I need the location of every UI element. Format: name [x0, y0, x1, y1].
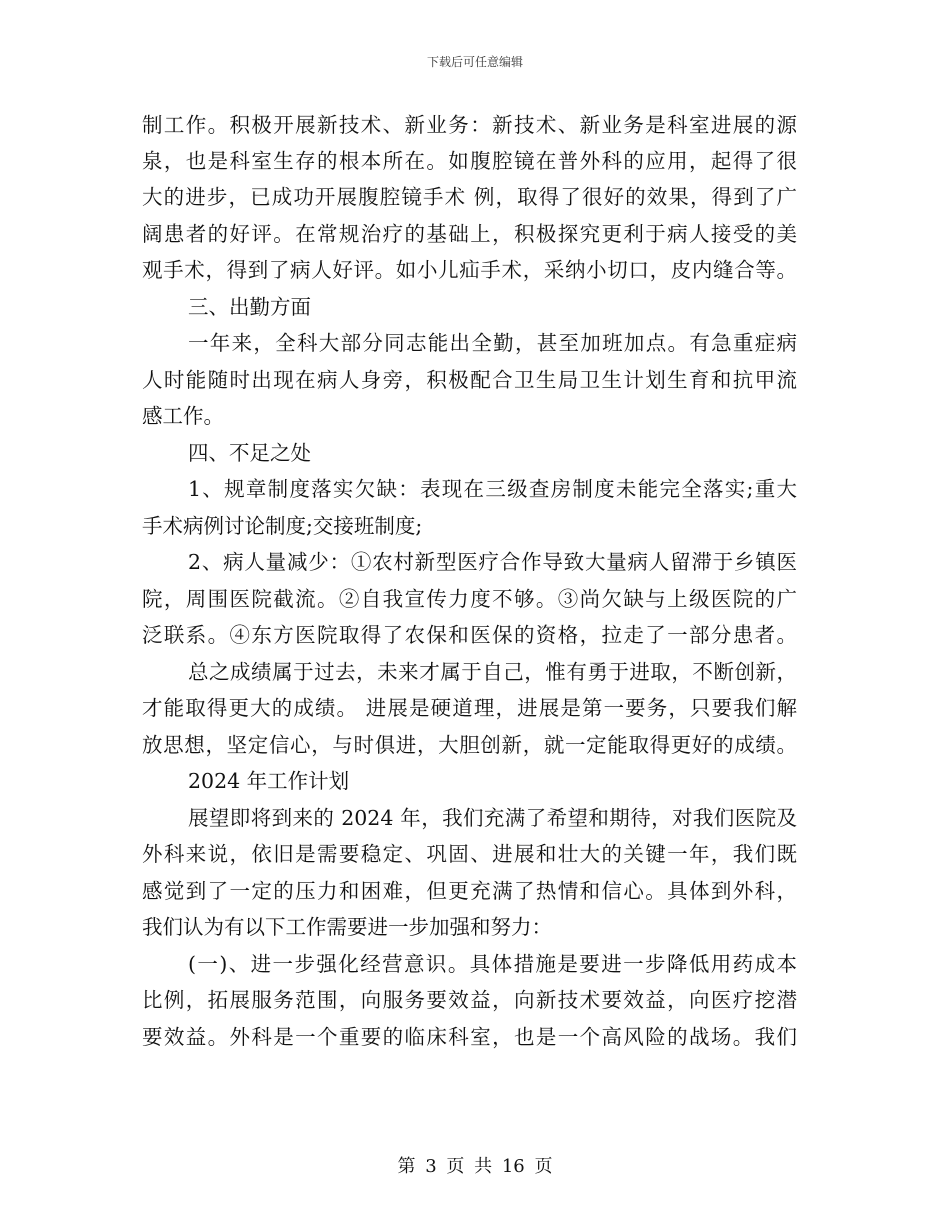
paragraph-line: 比例，拓展服务范围，向服务要效益，向新技术要效益，向医疗挖潜	[142, 988, 797, 1012]
paragraph-line: 外科来说，依旧是需要稳定、巩固、进展和壮大的关键一年，我们既	[142, 842, 797, 866]
page-number-footer: 第 3 页 共 16 页	[397, 1156, 553, 1177]
paragraph-line: 泛联系。④东方医院取得了农保和医保的资格，拉走了一部分患者。	[142, 623, 797, 647]
paragraph-line: 放思想，坚定信心，与时俱进，大胆创新，就一定能取得更好的成绩。	[142, 733, 797, 757]
paragraph-line: 人时能随时出现在病人身旁，积极配合卫生局卫生计划生育和抗甲流	[142, 368, 797, 392]
paragraph-line: 阔患者的好评。在常规治疗的基础上，积极探究更利于病人接受的美	[142, 222, 797, 246]
section-heading: 三、出勤方面	[188, 295, 311, 319]
paragraph-line: 制工作。积极开展新技术、新业务：新技术、新业务是科室进展的源	[142, 113, 797, 137]
paragraph-line: 感觉到了一定的压力和困难，但更充满了热情和信心。具体到外科，	[142, 879, 797, 903]
paragraph-line: 感工作。	[142, 404, 224, 428]
paragraph-line: 我们认为有以下工作需要进一步加强和努力：	[142, 915, 552, 939]
paragraph-line: 泉，也是科室生存的根本所在。如腹腔镜在普外科的应用，起得了很	[142, 149, 797, 173]
paragraph-line: 大的进步，已成功开展腹腔镜手术 例，取得了很好的效果，得到了广	[142, 185, 797, 209]
paragraph-line: 1、规章制度落实欠缺：表现在三级查房制度未能完全落实;重大	[188, 477, 797, 501]
paragraph-line: 要效益。外科是一个重要的临床科室，也是一个高风险的战场。我们	[142, 1025, 797, 1049]
paragraph-line: 手术病例讨论制度;交接班制度;	[142, 514, 423, 538]
paragraph-line: 院，周围医院截流。②自我宣传力度不够。③尚欠缺与上级医院的广	[142, 587, 797, 611]
section-heading: 2024 年工作计划	[188, 769, 350, 793]
paragraph-line: 才能取得更大的成绩。 进展是硬道理，进展是第一要务，只要我们解	[142, 696, 797, 720]
paragraph-line: 一年来，全科大部分同志能出全勤，甚至加班加点。有急重症病	[188, 331, 797, 355]
paragraph-line: 2、病人量减少：①农村新型医疗合作导致大量病人留滞于乡镇医	[188, 550, 797, 574]
paragraph-line: (一)、进一步强化经营意识。具体措施是要进一步降低用药成本	[188, 952, 797, 976]
paragraph-line: 总之成绩属于过去，未来才属于自己，惟有勇于进取，不断创新，	[188, 660, 797, 684]
section-heading: 四、不足之处	[188, 441, 311, 465]
paragraph-line: 观手术，得到了病人好评。如小儿疝手术，采纳小切口，皮内缝合等。	[142, 258, 797, 282]
paragraph-line: 展望即将到来的 2024 年，我们充满了希望和期待，对我们医院及	[188, 806, 797, 830]
page-header: 下载后可任意编辑	[426, 55, 523, 69]
